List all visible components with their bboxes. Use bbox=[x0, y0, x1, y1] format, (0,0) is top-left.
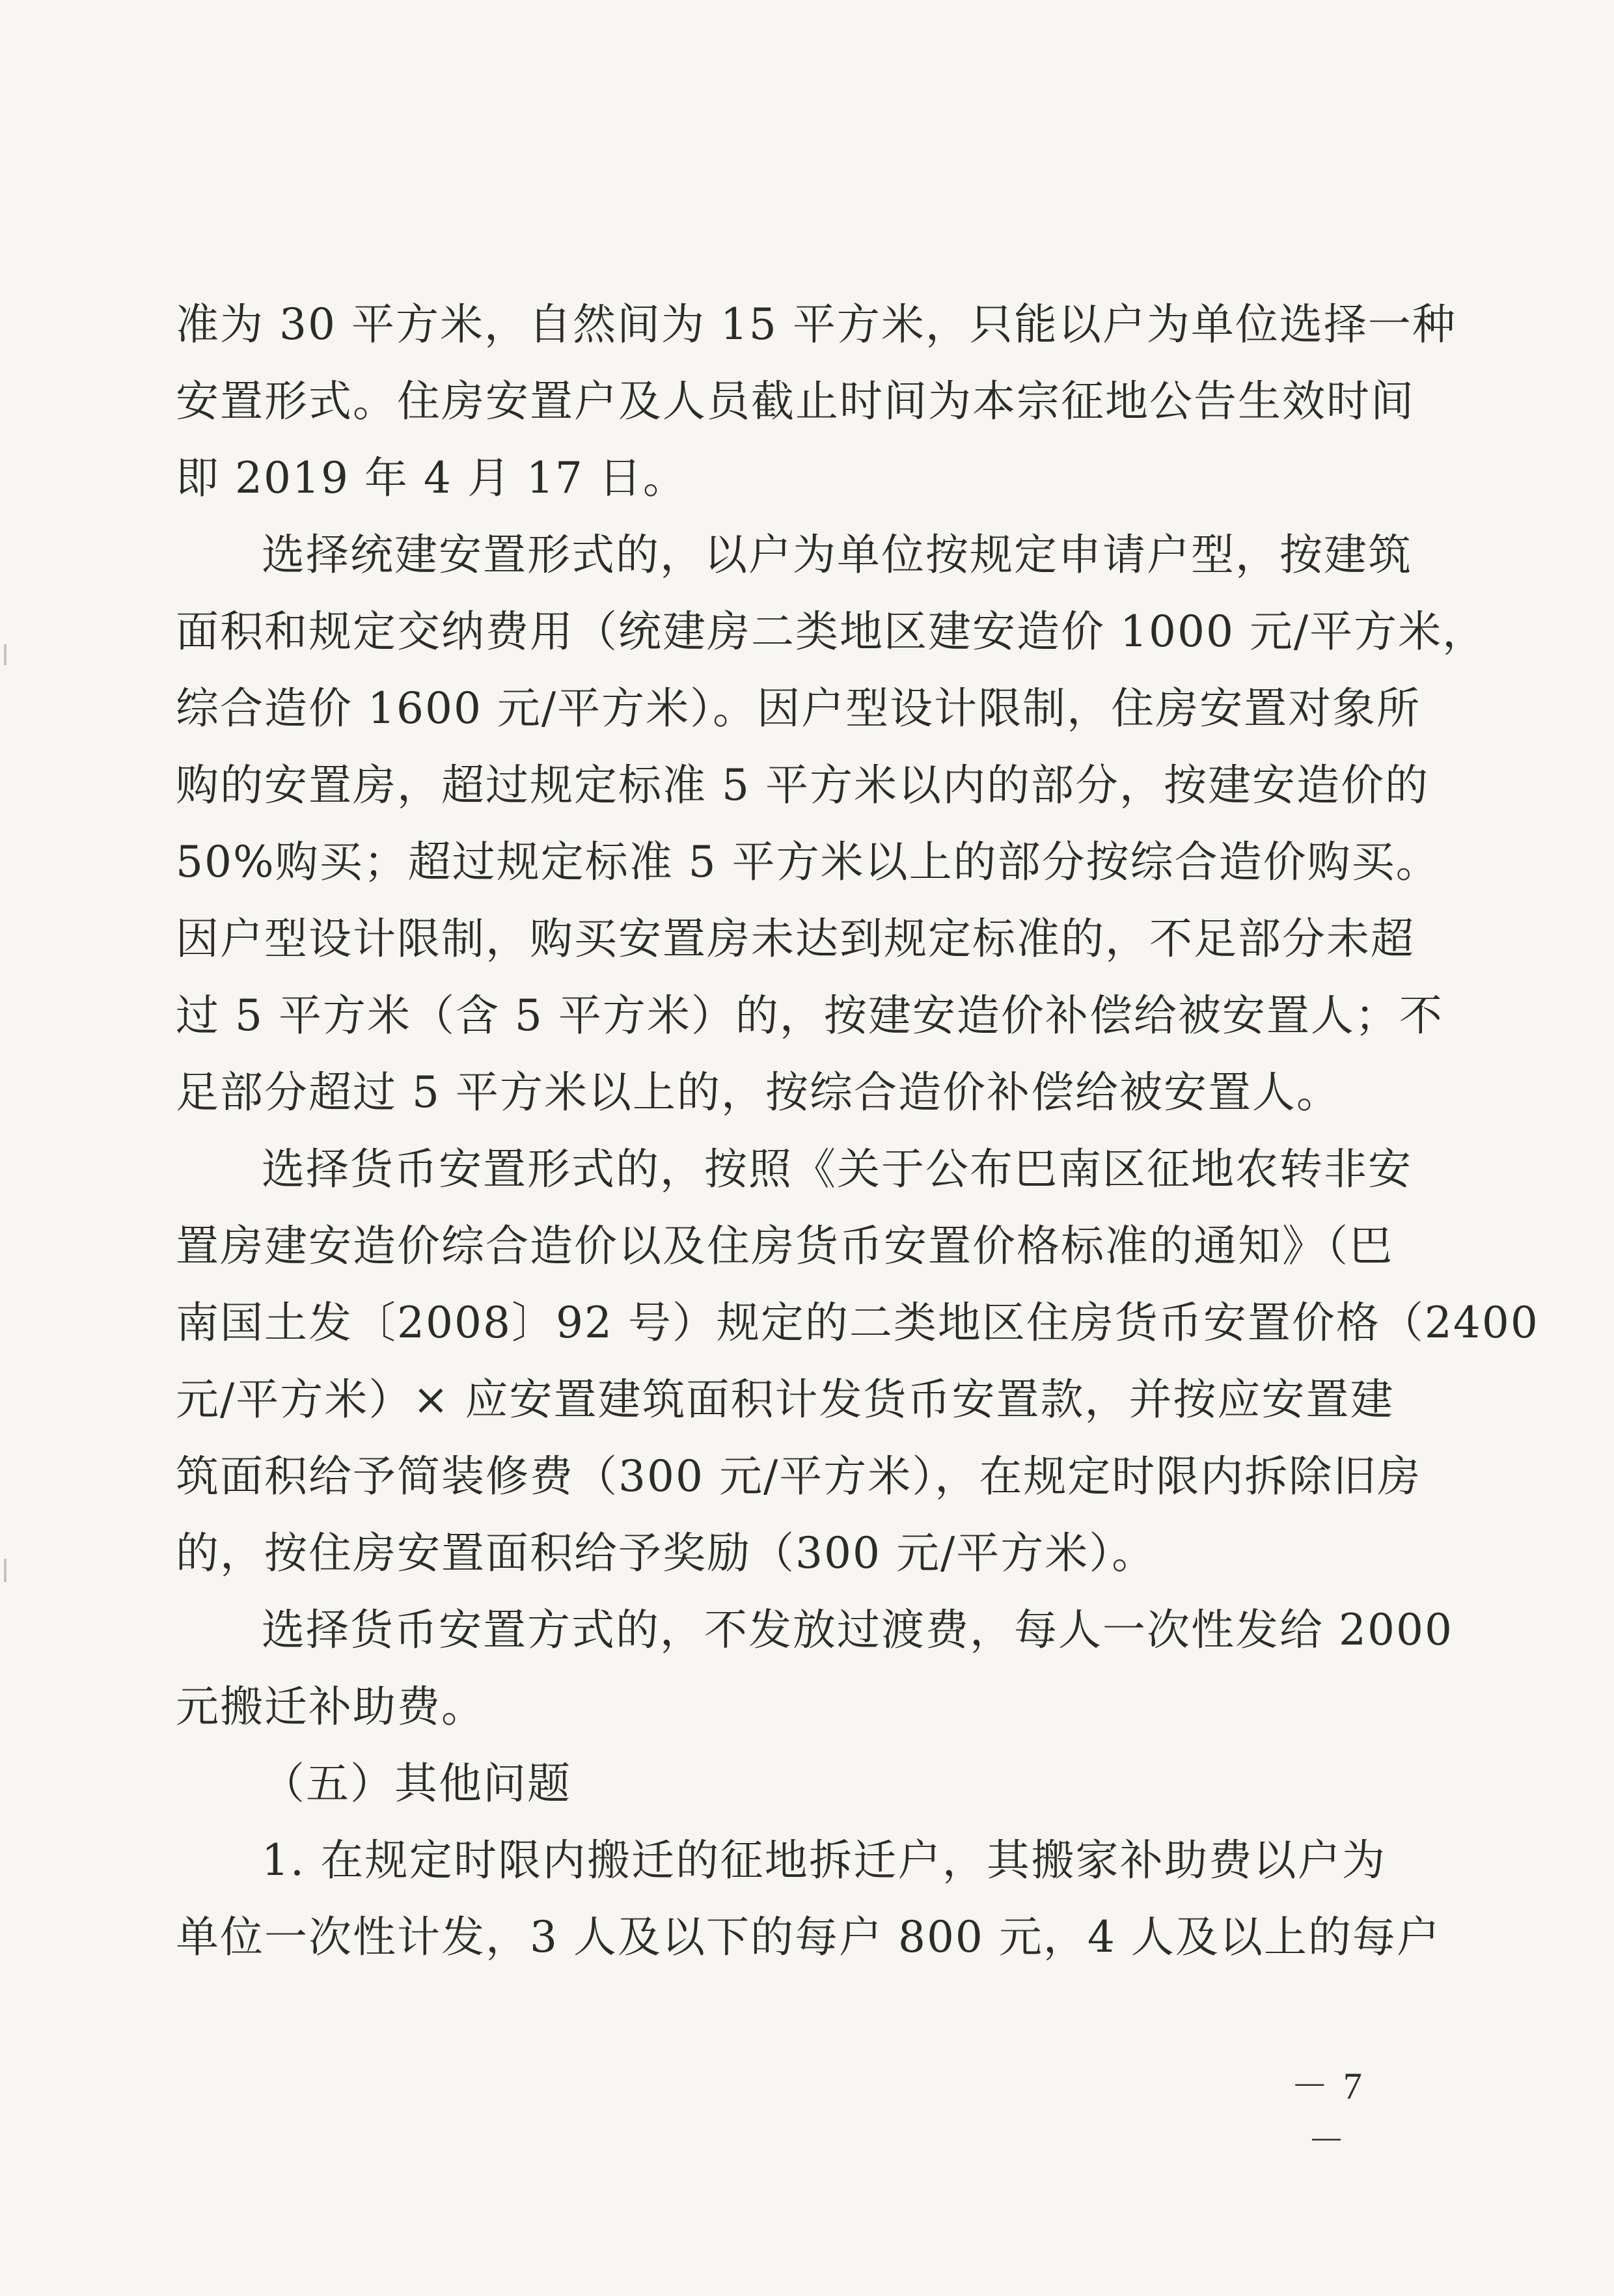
text-line: 足部分超过 5 平方米以上的，按综合造价补偿给被安置人。 bbox=[176, 1067, 1341, 1117]
scan-mark bbox=[4, 644, 7, 665]
text-line: 南国土发〔2008〕92 号）规定的二类地区住房货币安置价格（2400 bbox=[176, 1298, 1539, 1348]
text-line: 50%购买；超过规定标准 5 平方米以上的部分按综合造价购买。 bbox=[176, 837, 1440, 887]
text-line: 面积和规定交纳费用（统建房二类地区建安造价 1000 元/平方米， bbox=[176, 607, 1487, 657]
text-line: 元/平方米）× 应安置建筑面积计发货币安置款，并按应安置建 bbox=[176, 1374, 1395, 1425]
text-line: 安置形式。住房安置户及人员截止时间为本宗征地公告生效时间 bbox=[176, 376, 1415, 426]
text-line: 因户型设计限制，购买安置房未达到规定标准的，不足部分未超 bbox=[176, 914, 1415, 964]
paragraph-start-line: 选择统建安置形式的，以户为单位按规定申请户型，按建筑 bbox=[262, 530, 1412, 580]
text-line: 筑面积给予简装修费（300 元/平方米），在规定时限内拆除旧房 bbox=[176, 1451, 1422, 1501]
text-line: 准为 30 平方米，自然间为 15 平方米，只能以户为单位选择一种 bbox=[176, 299, 1457, 349]
text-line: 单位一次性计发，3 人及以下的每户 800 元，4 人及以上的每户 bbox=[176, 1912, 1441, 1962]
text-line: 购的安置房，超过规定标准 5 平方米以内的部分，按建安造价的 bbox=[176, 760, 1429, 810]
text-line: 过 5 平方米（含 5 平方米）的，按建安造价补偿给被安置人；不 bbox=[176, 991, 1443, 1041]
section-heading: （五）其他问题 bbox=[262, 1758, 571, 1809]
text-line: 置房建安造价综合造价以及住房货币安置价格标准的通知》（巴 bbox=[176, 1221, 1393, 1271]
text-line: 的，按住房安置面积给予奖励（300 元/平方米）。 bbox=[176, 1528, 1156, 1578]
text-line: 综合造价 1600 元/平方米）。因户型设计限制，住房安置对象所 bbox=[176, 683, 1421, 733]
paragraph-start-line: 选择货币安置形式的，按照《关于公布巴南区征地农转非安 bbox=[262, 1144, 1412, 1194]
paragraph-start-line: 选择货币安置方式的，不发放过渡费，每人一次性发给 2000 bbox=[262, 1605, 1453, 1655]
text-line: 即 2019 年 4 月 17 日。 bbox=[176, 453, 687, 503]
list-item-start-line: 1. 在规定时限内搬迁的征地拆迁户，其搬家补助费以户为 bbox=[262, 1835, 1386, 1885]
text-line: 元搬迁补助费。 bbox=[176, 1682, 486, 1732]
page-number: － 7 － bbox=[1291, 2065, 1365, 2162]
body-text bbox=[176, 286, 1539, 1976]
scan-mark bbox=[4, 1559, 7, 1582]
